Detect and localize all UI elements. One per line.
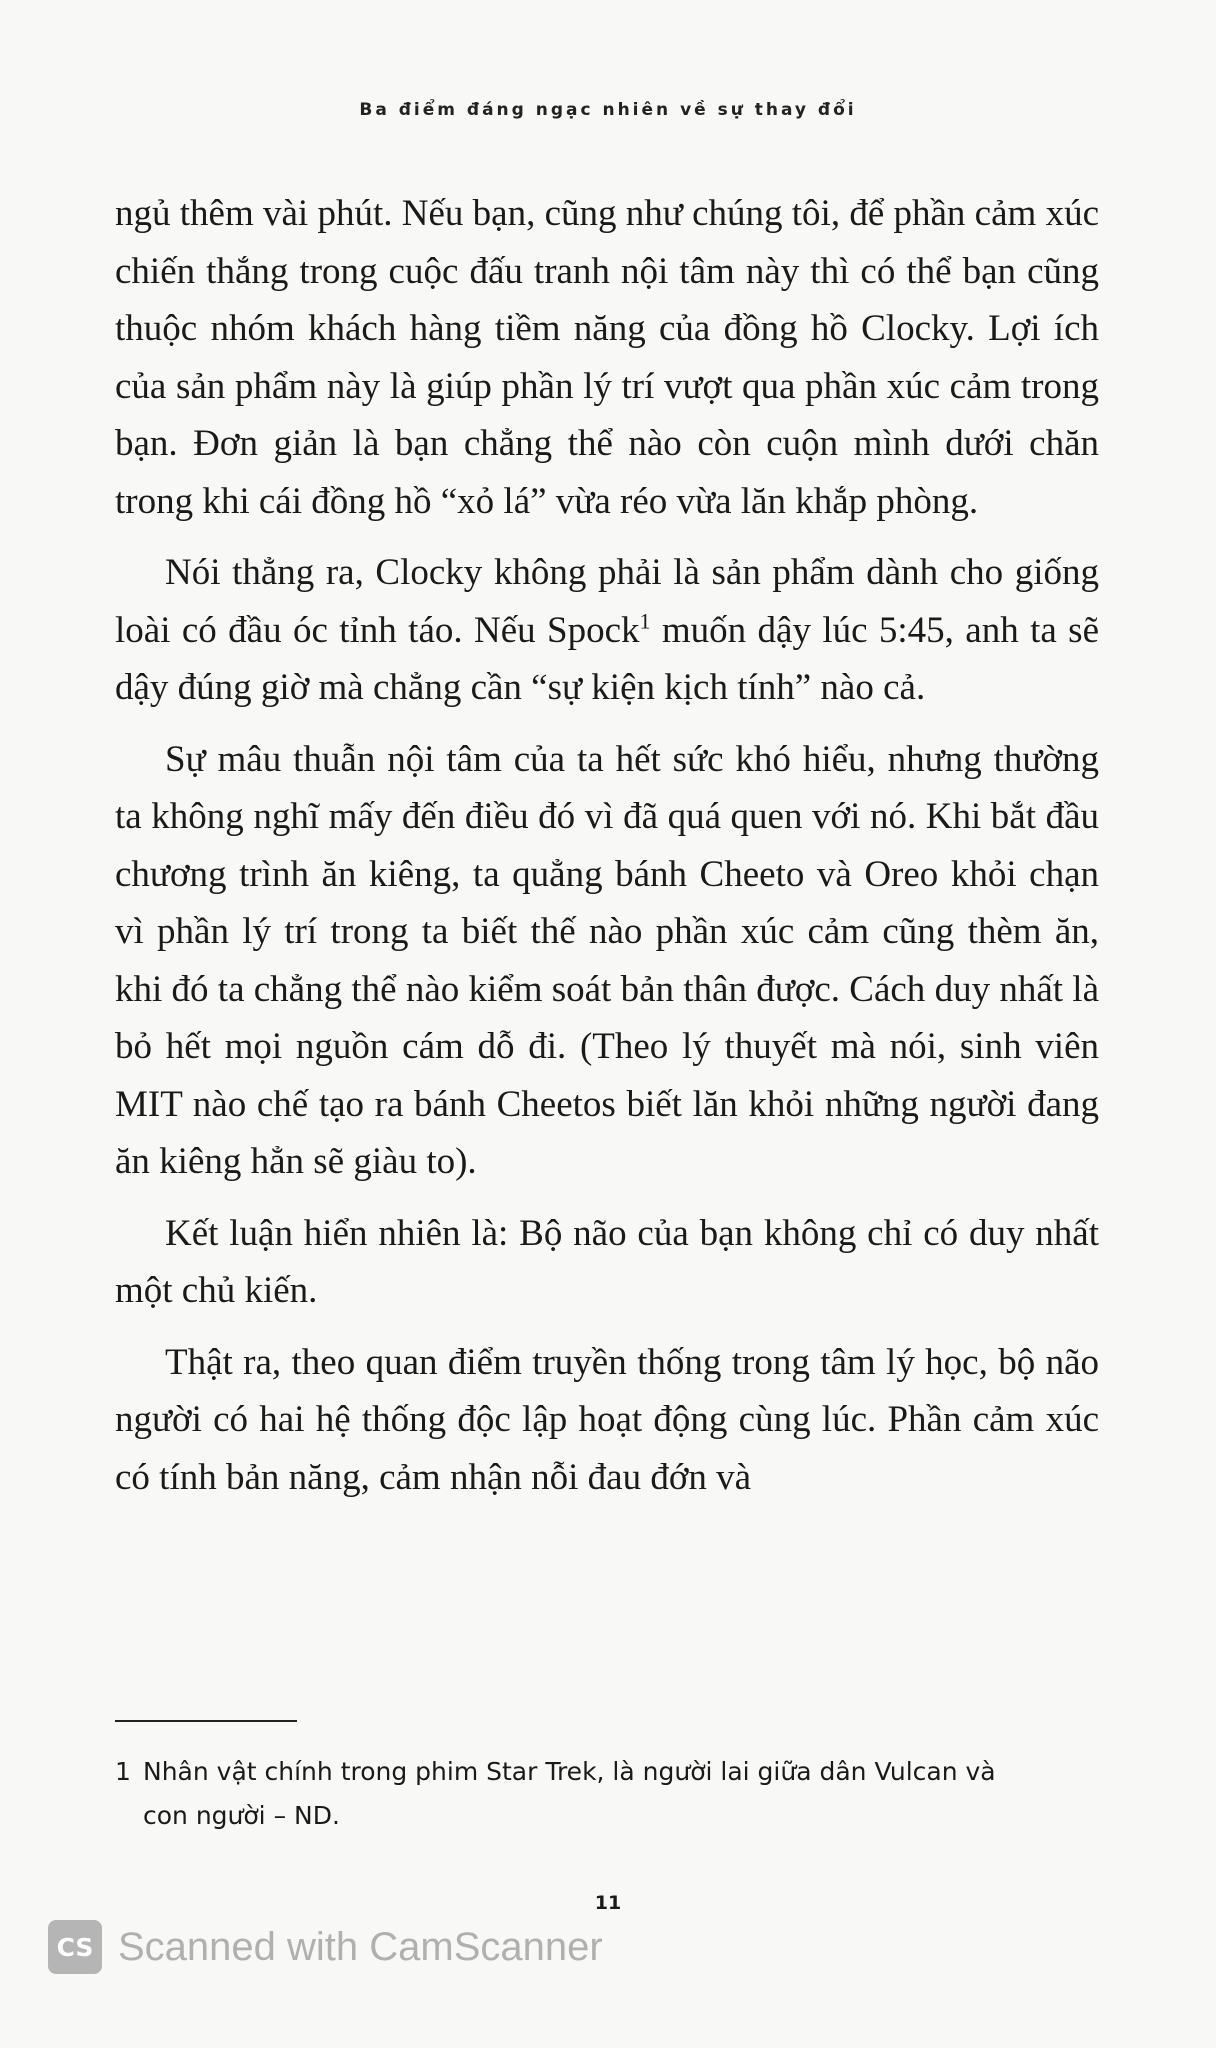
paragraph-2-text-a: Nói thẳng ra, Clocky không phải là sản phẩm dành cho giống loài có đầu óc tỉnh táo. Nếu Spock — [115, 552, 1099, 651]
camscanner-logo-icon: CS — [48, 1920, 102, 1974]
body-text — [115, 185, 1099, 1520]
paragraph-5: Thật ra, theo quan điểm truyền thống trong tâm lý học, bộ não người có hai hệ thống độc lập hoạt động cùng lúc. Phần cảm xúc có tính bản năng, cảm nhận nỗi đau đớn và — [115, 1341, 1099, 1498]
camscanner-watermark — [48, 1920, 603, 1974]
footnote-number: 1 — [115, 1757, 131, 1786]
footnote-text-line-2: con người – ND. — [143, 1801, 340, 1830]
paragraph-2-text-b: muốn dậy lúc 5:45, anh ta sẽ dậy đúng giờ mà chẳng cần “sự kiện kịch tính” nào cả. — [115, 609, 1099, 708]
paragraph-3: Sự mâu thuẫn nội tâm của ta hết sức khó hiểu, nhưng thường ta không nghĩ mấy đến điều đó vì đã quá quen với nó. Khi bắt đầu chương trình ăn kiêng, ta quẳng bánh Cheeto và Oreo khỏi chạn vì phần lý trí trong ta biết thế nào phần xúc cảm cũng thèm ăn, khi đó ta chẳng thể nào kiểm soát bản thân được. Cách duy nhất là bỏ hết mọi nguồn cám dỗ đi. (Theo lý thuyết mà nói, sinh viên MIT nào chế tạo ra bánh Cheetos biết lăn khỏi những người đang ăn kiêng hẳn sẽ giàu to). — [115, 738, 1099, 1182]
paragraph-2 — [115, 544, 1099, 717]
running-header: Ba điểm đáng ngạc nhiên về sự thay đổi — [359, 100, 857, 120]
paragraph-1: ngủ thêm vài phút. Nếu bạn, cũng như chúng tôi, để phần cảm xúc chiến thắng trong cuộc đấu tranh nội tâm này thì có thể bạn cũng thuộc nhóm khách hàng tiềm năng của đồng hồ Clocky. Lợi ích của sản phẩm này là giúp phần lý trí vượt qua phần xúc cảm trong bạn. Đơn giản là bạn chẳng thể nào còn cuộn mình dưới chăn trong khi cái đồng hồ “xỏ lá” vừa réo vừa lăn khắp phòng. — [115, 193, 1099, 522]
watermark-text: Scanned with CamScanner — [118, 1924, 603, 1969]
paragraph-4: Kết luận hiển nhiên là: Bộ não của bạn không chỉ có duy nhất một chủ kiến. — [115, 1212, 1099, 1311]
page-number: 11 — [594, 1892, 622, 1914]
footnote — [115, 1750, 1099, 1838]
footnote-divider — [115, 1720, 297, 1722]
footnote-reference: 1 — [639, 608, 651, 634]
footnote-text-line-1: Nhân vật chính trong phim Star Trek, là người lai giữa dân Vulcan và — [143, 1757, 996, 1786]
